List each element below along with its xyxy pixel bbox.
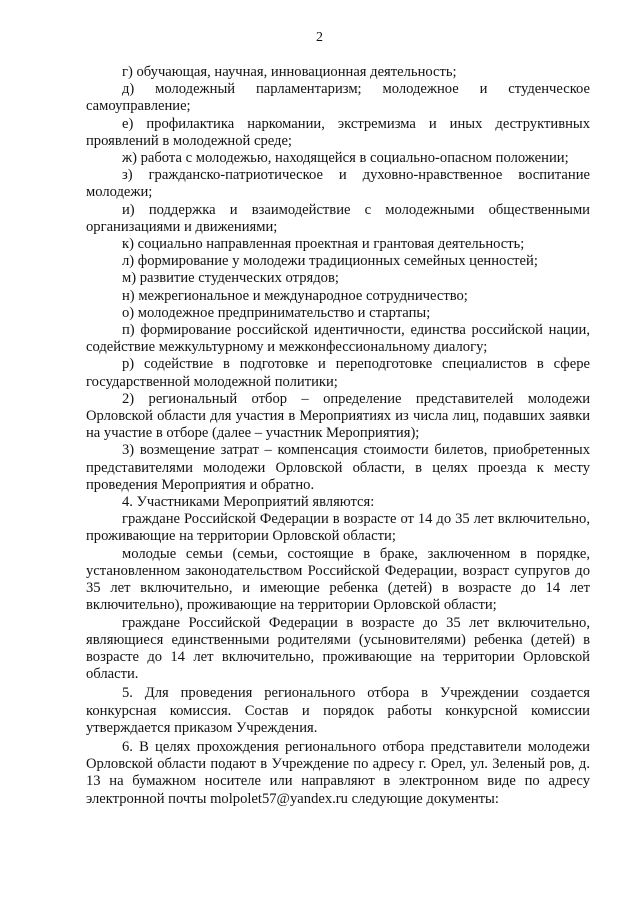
list-item-n: н) межрегиональное и международное сотрудничество; — [122, 287, 468, 304]
list-item-r: р) содействие в подготовке и переподготовке специалистов в сфере государственной молодежной политики; — [86, 356, 590, 390]
participant-category-single-parents: граждане Российской Федерации в возрасте до 35 лет включительно, являющиеся единственными родителями (усыновителями) ребенка (детей) в возрасте до 14 лет включительно, проживающие на территории Орловской области. — [86, 614, 590, 683]
section-4-heading: 4. Участниками Мероприятий являются: — [122, 494, 375, 511]
list-item-k: к) социально направленная проектная и грантовая деятельность; — [122, 236, 525, 253]
definition-regional-selection: 2) региональный отбор – определение представителей молодежи Орловской области для участия в Мероприятиях из числа лиц, подавших заявки на участие в отборе (далее – участник Мероприятия); — [86, 390, 590, 442]
list-item-i: и) поддержка и взаимодействие с молодежными общественными организациями и движениями; — [86, 201, 590, 235]
participant-category-young-families: молодые семьи (семьи, состоящие в браке, заключенном в порядке, установленном законодательством Российской Федерации, возраст супругов до 35 лет включительно, и имеющие ребенка (детей) в возрасте до 14 лет включительно), проживающие на территории Орловской области; — [86, 545, 590, 614]
page-number: 2 — [316, 30, 323, 45]
document-body — [86, 64, 590, 808]
definition-cost-reimbursement: 3) возмещение затрат – компенсация стоимости билетов, приобретенных представителями молодежи Орловской области, в целях проезда к месту проведения Мероприятия и обратно. — [86, 442, 590, 493]
participant-category-citizens: граждане Российской Федерации в возрасте от 14 до 35 лет включительно, проживающие на территории Орловской области; — [86, 511, 590, 545]
section-6-paragraph: 6. В целях прохождения регионального отбора представители молодежи Орловской области подают в Учреждение по адресу г. Орел, ул. Зеленый ров, д. 13 на бумажном носителе или направляют в электронном виде по адресу электронной почты molpolet57@yandex.ru следующие документы: — [86, 738, 590, 807]
section-5-paragraph: 5. Для проведения регионального отбора в Учреждении создается конкурсная комиссия. Состав и порядок работы конкурсной комиссии утверждается приказом Учреждения. — [86, 685, 590, 736]
list-item-z: з) гражданско-патриотическое и духовно-нравственное воспитание молодежи; — [86, 167, 590, 201]
list-item-o: о) молодежное предпринимательство и стартапы; — [122, 304, 431, 321]
list-item-zh: ж) работа с молодежью, находящейся в социально-опасном положении; — [122, 150, 569, 167]
list-item-p: п) формирование российской идентичности, единства российской нации, содействие межкультурному и межконфессиональному диалогу; — [86, 322, 590, 356]
list-item-g: г) обучающая, научная, инновационная деятельность; — [122, 64, 457, 80]
list-item-d: д) молодежный парламентаризм; молодежное и студенческое самоуправление; — [86, 81, 590, 115]
list-item-m: м) развитие студенческих отрядов; — [122, 270, 339, 287]
list-item-l: л) формирование у молодежи традиционных семейных ценностей; — [122, 253, 538, 270]
list-item-e: е) профилактика наркомании, экстремизма и иных деструктивных проявлений в молодежной среде; — [86, 115, 590, 149]
